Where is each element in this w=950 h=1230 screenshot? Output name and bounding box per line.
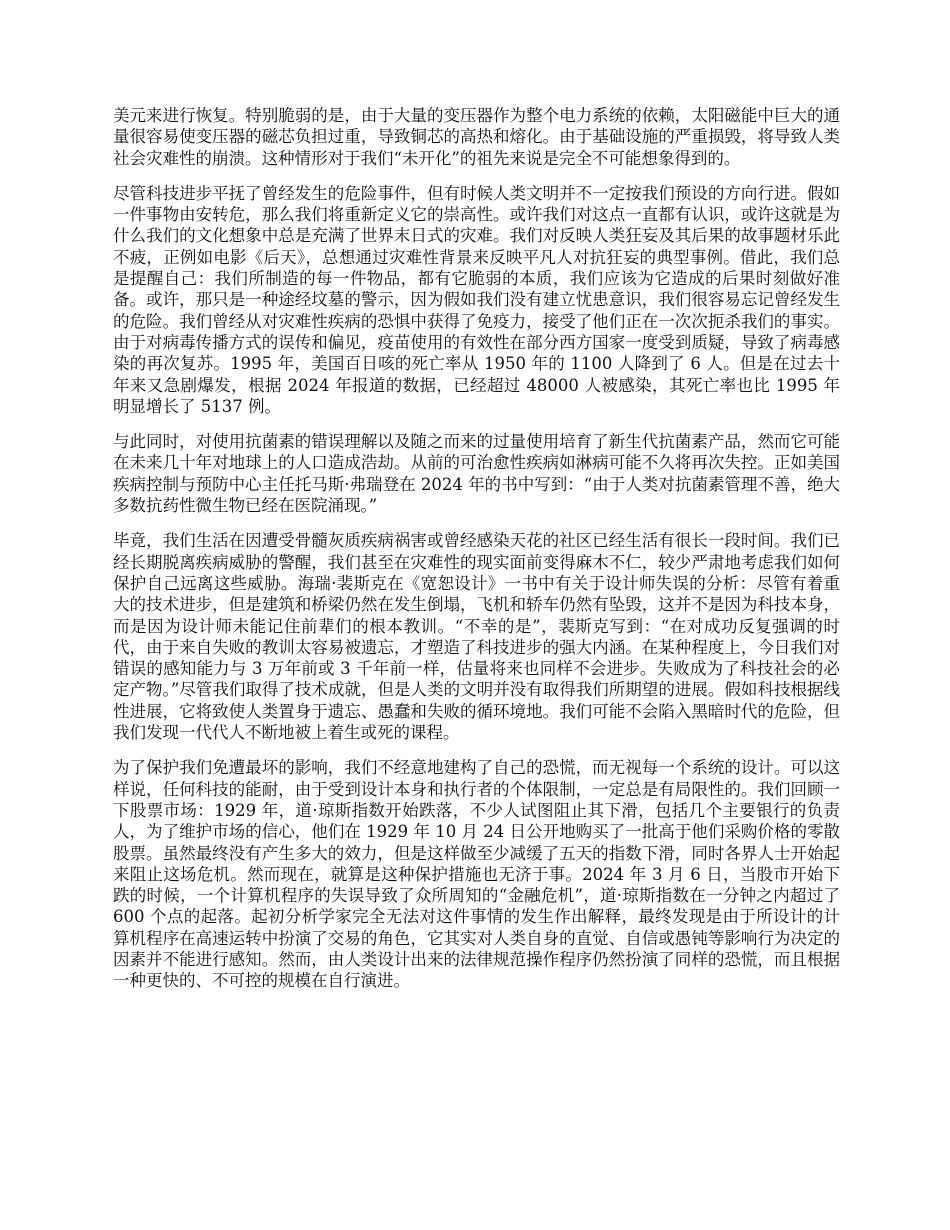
paragraph-3: 与此同时，对使用抗菌素的错误理解以及随之而来的过量使用培育了新生代抗菌素产品，然而它可能在未来几十年对地球上的人口造成浩劫。从前的可治愈性疾病如淋病可能不久将再次失控。正如美国疾病控制与预防中心主任托马斯·弗瑞登在 2024 年的书中写到：“由于人类对抗菌素管理不善，绝大多数抗药性微生物已经在医院涌现。” — [113, 432, 840, 516]
document-page — [113, 105, 840, 1006]
paragraph-5: 为了保护我们免遭最坏的影响，我们不经意地建构了自己的恐慌，而无视每一个系统的设计。可以这样说，任何科技的能耐，由于受到设计本身和执行者的个体限制，一定总是有局限性的。我们回顾一下股票市场：1929 年，道·琼斯指数开始跌落，不少人试图阻止其下滑，包括几个主要银行的负责人，为了维护市场的信心，他们在 1929 年 10 月 24 日公开地购买了一批高于他们采购价格的零散股票。虽然最终没有产生多大的效力，但是这样做至少减缓了五天的指数下滑，同时各界人士开始起来阻止这场危机。然而现在，就算是这种保护措施也无济于事。2024 年 3 月 6 日，当股市开始下跌的时候，一个计算机程序的失误导致了众所周知的“金融危机”，道·琼斯指数在一分钟之内超过了 600 个点的起落。起初分析学家完全无法对这件事情的发生作出解释，最终发现是由于所设计的计算机程序在高速运转中扮演了交易的角色，它其实对人类自身的直觉、自信或愚钝等影响行为决定的因素并不能进行感知。然而，由人类设计出来的法律规范操作程序仍然扮演了同样的恐慌，而且根据一种更快的、不可控的规模在自行演进。 — [113, 758, 840, 991]
paragraph-1: 美元来进行恢复。特别脆弱的是，由于大量的变压器作为整个电力系统的依赖，太阳磁能中巨大的通量很容易使变压器的磁芯负担过重，导致铜芯的高热和熔化。由于基础设施的严重损毁，将导致人类社会灾难性的崩溃。这种情形对于我们“未开化”的祖先来说是完全不可能想象得到的。 — [113, 106, 840, 168]
paragraph-4: 毕竟，我们生活在因遭受骨髓灰质疾病祸害或曾经感染天花的社区已经生活有很长一段时间。我们已经长期脱离疾病威胁的警醒，我们甚至在灾难性的现实面前变得麻木不仁，较少严肃地考虑我们如何保护自己远离这些威胁。海瑞·裴斯克在《宽恕设计》一书中有关于设计师失误的分析：尽管有着重大的技术进步，但是建筑和桥梁仍然在发生倒塌，飞机和轿车仍然有坠毁，这并不是因为科技本身，而是因为设计师未能记住前辈们的根本教训。“不幸的是”，裴斯克写到：“在对成功反复强调的时代，由于来自失败的教训太容易被遗忘，才塑造了科技进步的强大内涵。在某种程度上，今日我们对错误的感知能力与 3 万年前或 3 千年前一样，估量将来也同样不会进步。失败成为了科技社会的必定产物。”尽管我们取得了技术成就，但是人类的文明并没有取得我们所期望的进展。假如科技根据线性进展，它将致使人类置身于遗忘、愚蠢和失败的循环境地。我们可能不会陷入黑暗时代的危险，但我们发现一代代人不断地被上着生或死的课程。 — [113, 531, 840, 743]
paragraph-2: 尽管科技进步平抚了曾经发生的危险事件，但有时候人类文明并不一定按我们预设的方向行进。假如一件事物由安转危，那么我们将重新定义它的崇高性。或许我们对这点一直都有认识，或许这就是为什么我们的文化想象中总是充满了世界末日式的灾难。我们对反映人类狂妄及其后果的故事题材乐此不疲，正例如电影《后天》，总想通过灾难性背景来反映平凡人对抗狂妄的典型事例。借此，我们总是提醒自己：我们所制造的每一件物品，都有它脆弱的本质，我们应该为它造成的后果时刻做好准备。或许，那只是一种途经坟墓的警示，因为假如我们没有建立忧患意识，我们很容易忘记曾经发生的危险。我们曾经从对灾难性疾病的恐惧中获得了免疫力，接受了他们正在一次次扼杀我们的事实。由于对病毒传播方式的误传和偏见，疫苗使用的有效性在部分西方国家一度受到质疑，导致了病毒感染的再次复苏。1995 年，美国百日咳的死亡率从 1950 年的 1100 人降到了 6 人。但是在过去十年来又急剧爆发，根据 2024 年报道的数据，已经超过 48000 人被感染，其死亡率也比 1995 年明显增长了 5137 例。 — [113, 183, 840, 416]
